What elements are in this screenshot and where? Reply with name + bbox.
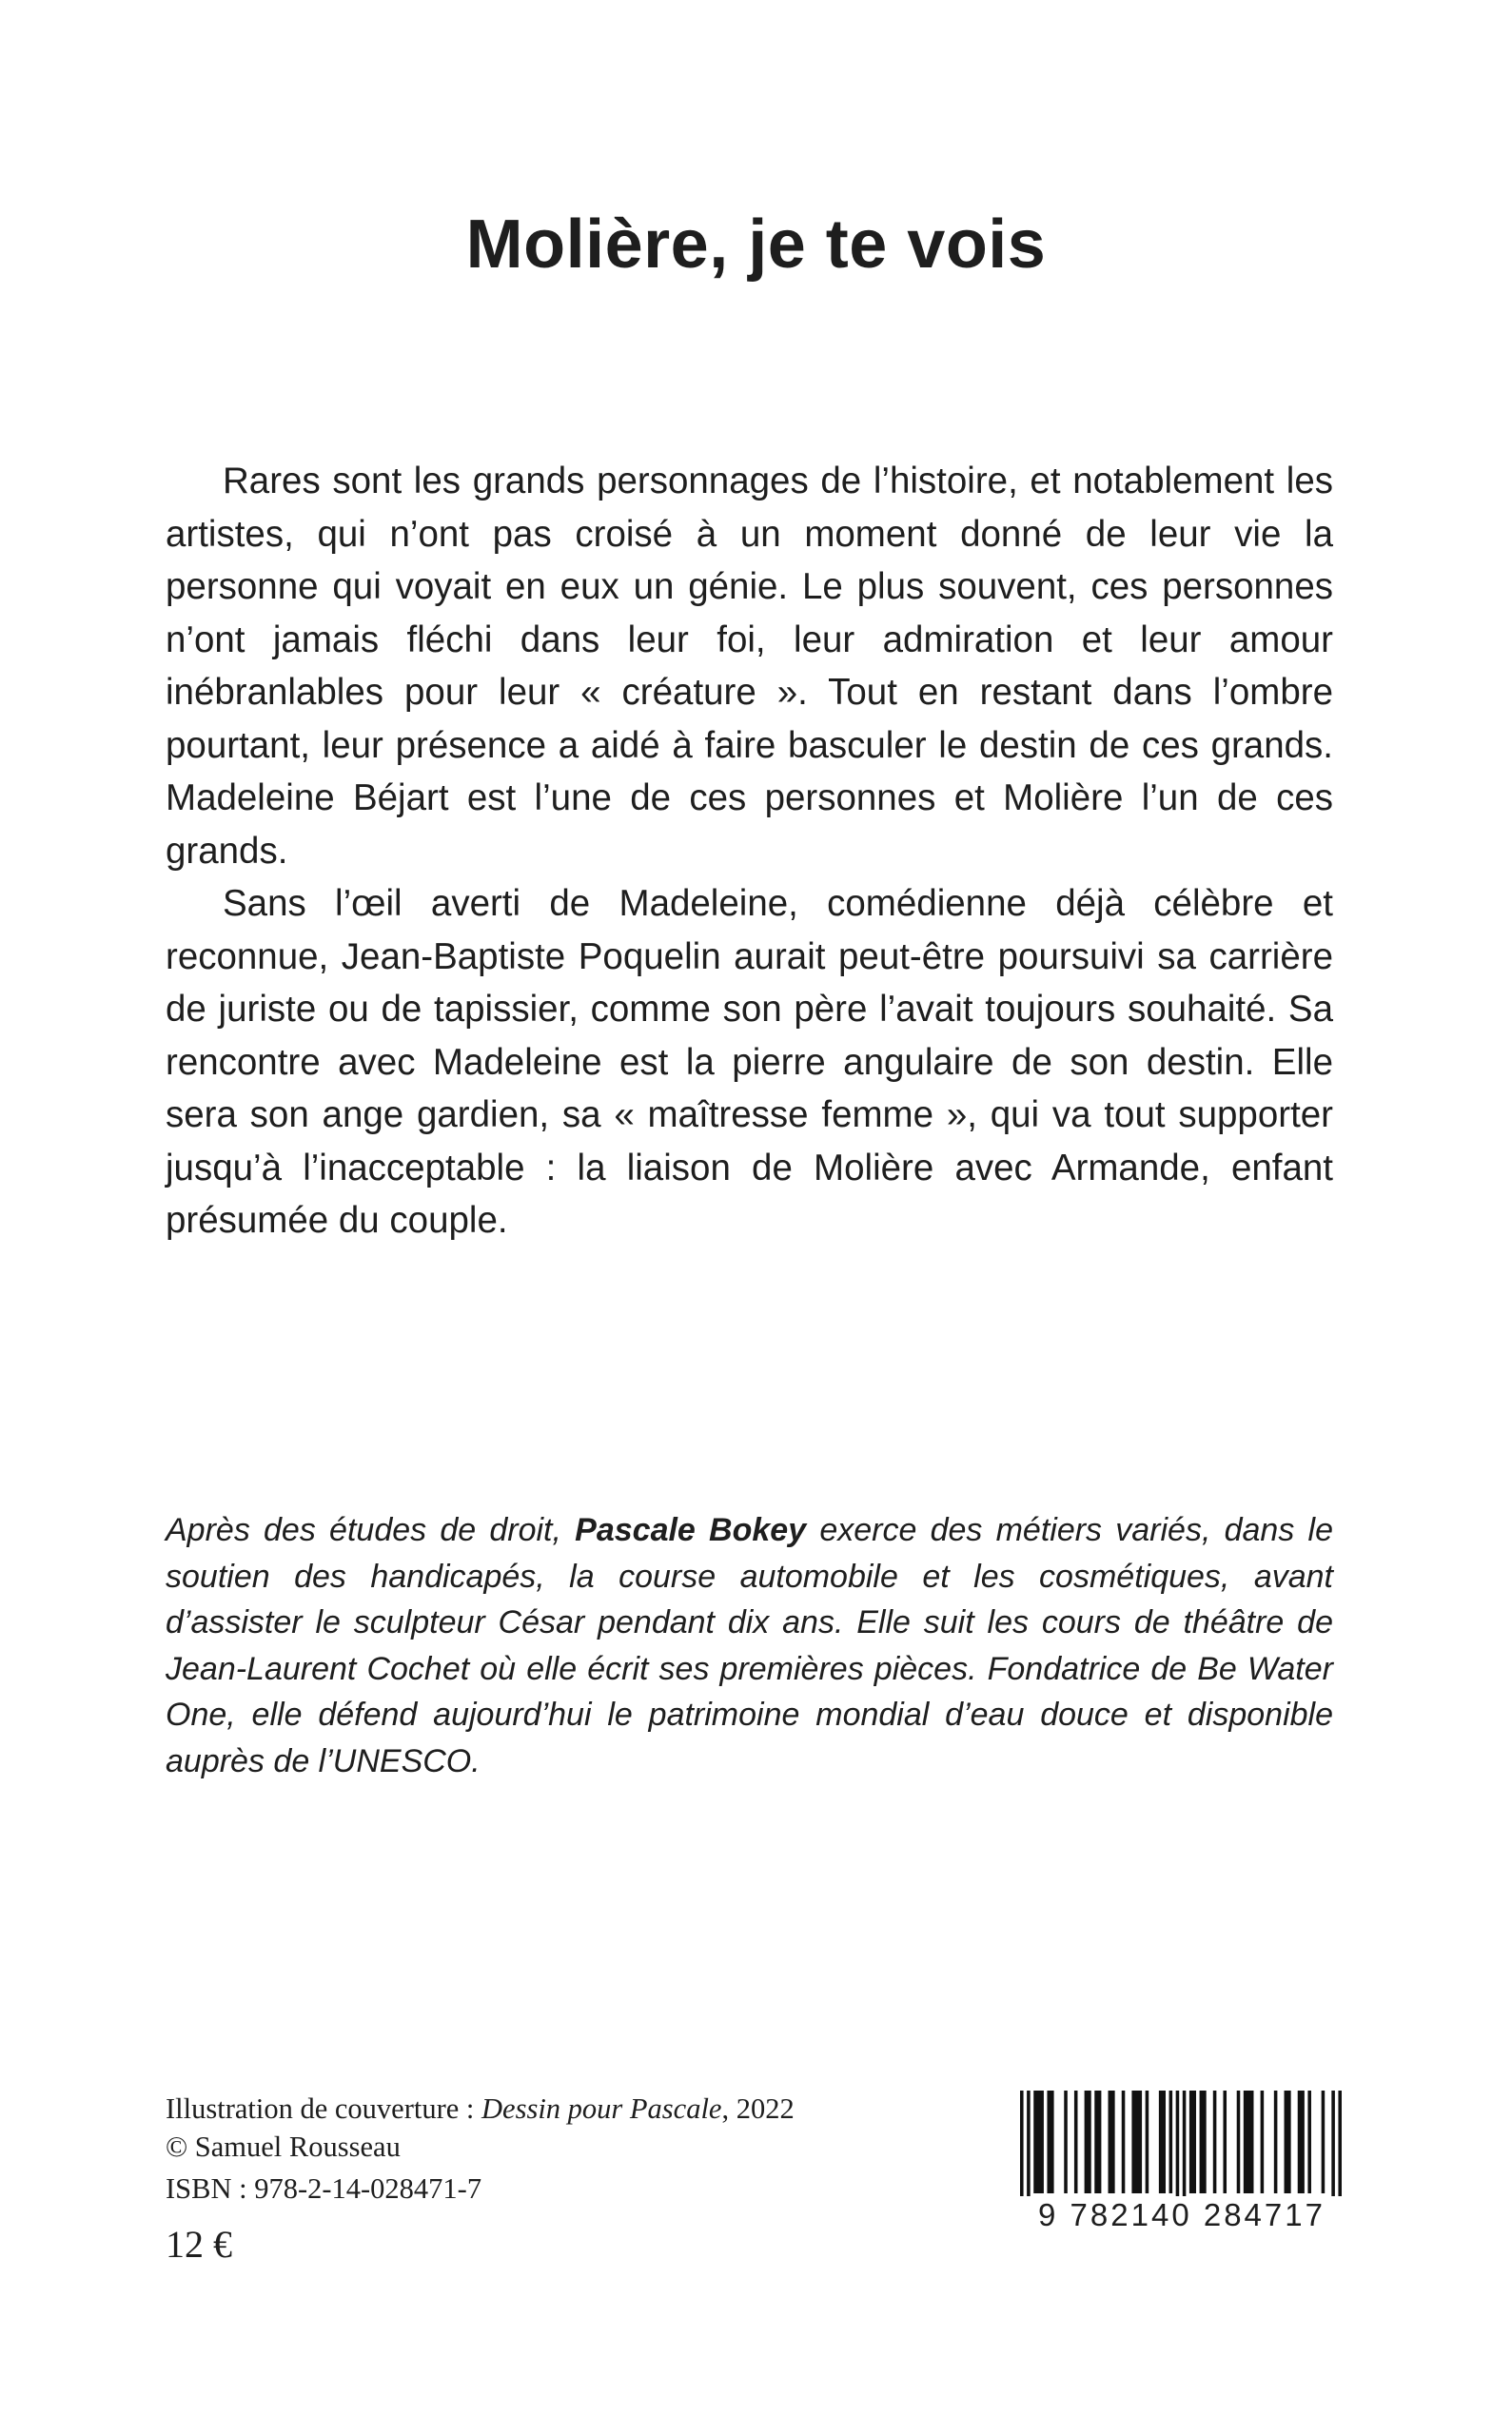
barcode-guard-bar	[1338, 2091, 1342, 2205]
barcode-bar	[1213, 2091, 1217, 2193]
barcode-bar	[1094, 2091, 1101, 2193]
barcode-bar	[1237, 2091, 1241, 2193]
synopsis	[166, 455, 1333, 1247]
barcode-bar	[1244, 2091, 1254, 2193]
barcode-bar	[1169, 2091, 1173, 2193]
barcode-guard-bar	[1331, 2091, 1335, 2205]
barcode-bar	[1146, 2091, 1149, 2193]
book-title: Molière, je te vois	[465, 206, 1047, 283]
synopsis-paragraph: Rares sont les grands personnages de l’histoire, et notablement les artistes, qui n’ont pas croisé à un moment donné de leur vie la personne qui voyait en eux un génie. Le plus souvent, ces personnes n’ont jamais fléchi dans leur foi, leur admiration et leur amour inébranlables pour leur « créature ». Tout en restant dans l’ombre pourtant, leur présence a aidé à faire basculer le destin de ces grands. Madeleine Béjart est l’une de ces personnes et Molière l’un de ces grands.	[166, 461, 1333, 872]
barcode-bar	[1189, 2091, 1196, 2193]
illustration-credit	[166, 2090, 795, 2128]
bio-intro: Après des études de droit,	[166, 1512, 576, 1548]
barcode-bar	[1074, 2091, 1078, 2193]
barcode-bar	[1322, 2091, 1325, 2193]
barcode-bar	[1064, 2091, 1068, 2193]
cover-credits	[166, 2090, 795, 2166]
barcode-guard-bar	[1020, 2091, 1024, 2205]
barcode-bar	[1223, 2091, 1227, 2193]
barcode-bars	[1020, 2091, 1342, 2205]
barcode-bar	[1200, 2091, 1207, 2193]
synopsis-paragraph: Sans l’œil averti de Madeleine, comédienne déjà célèbre et reconnue, Jean-Baptiste Poquelin aurait peut-être poursuivi sa carrière de juriste ou de tapissier, comme son père l’avait toujours souhaité. Sa rencontre avec Madeleine est la pierre angulaire de son destin. Elle sera son ange gardien, sa « maîtresse femme », qui va tout supporter jusqu’à l’inacceptable : la liaison de Molière avec Armande, enfant présumée du couple.	[166, 883, 1333, 1241]
illustration-year: , 2022	[721, 2092, 795, 2125]
barcode-bar	[1131, 2091, 1142, 2193]
illustration-label: Illustration de couverture :	[166, 2092, 482, 2125]
barcode-bar	[1122, 2091, 1126, 2193]
barcode-bar	[1109, 2091, 1115, 2193]
barcode-bar	[1261, 2091, 1265, 2193]
barcode-guard-bar	[1176, 2091, 1180, 2205]
barcode-guard-bar	[1183, 2091, 1187, 2205]
barcode-bar	[1085, 2091, 1091, 2193]
barcode-bar	[1159, 2091, 1166, 2193]
price: 12 €	[166, 2223, 232, 2266]
isbn: ISBN : 978-2-14-028471-7	[166, 2172, 482, 2205]
barcode-guard-bar	[1027, 2091, 1031, 2205]
barcode-bar	[1047, 2091, 1053, 2193]
barcode-digits: 9 782140 284717	[1011, 2196, 1353, 2234]
illustration-title: Dessin pour Pascale	[481, 2092, 722, 2125]
barcode-bar	[1285, 2091, 1291, 2193]
barcode-bar	[1298, 2091, 1305, 2193]
barcode-bar	[1274, 2091, 1278, 2193]
author-bio	[166, 1507, 1333, 1784]
barcode-bar	[1033, 2091, 1044, 2193]
copyright-line: © Samuel Rousseau	[166, 2131, 401, 2163]
bio-text: exerce des métiers variés, dans le soutien des handicapés, la course automobile et les cosmétiques, avant d’assister le sculpteur César pendant dix ans. Elle suit les cours de théâtre de Jean-Laurent Cochet où elle écrit ses premières pièces. Fondatrice de Be Water One, elle défend aujourd’hui le patrimoine mondial d’eau douce et disponible auprès de l’UNESCO.	[166, 1512, 1334, 1779]
barcode-bar	[1307, 2091, 1311, 2193]
author-name: Pascale Bokey	[575, 1512, 807, 1548]
